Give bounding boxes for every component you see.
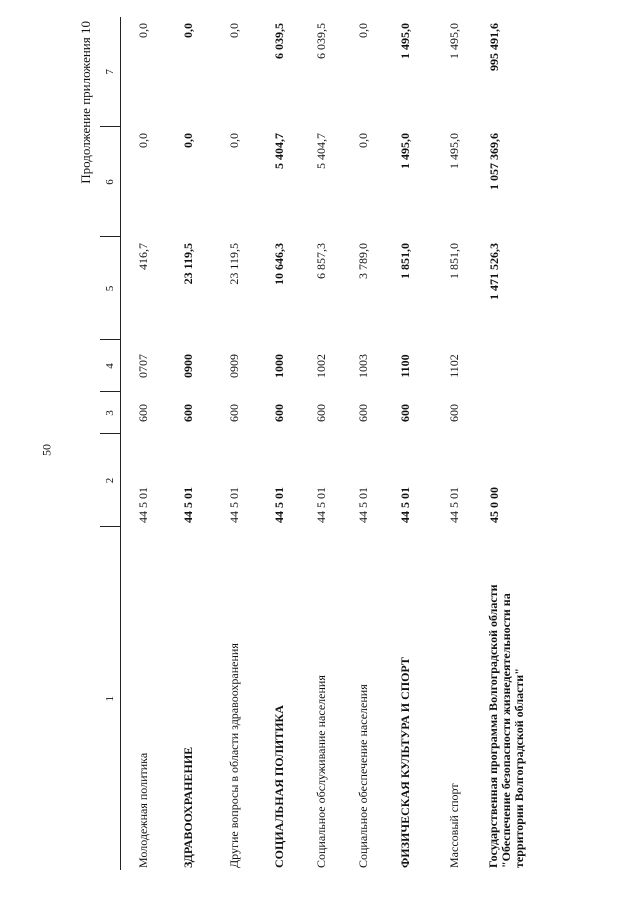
column-header: 1 xyxy=(100,527,121,870)
section-code-cell: 0707 xyxy=(135,354,150,378)
section-code-cell: 1000 xyxy=(272,354,286,378)
row-name-cell: ЗДРАВООХРАНЕНИЕ xyxy=(180,746,195,868)
section-code-cell xyxy=(483,340,577,392)
amount-col7-cell: 995 491,6 xyxy=(486,23,501,71)
table-row xyxy=(427,17,483,870)
amount-col5-cell: 6 857,3 xyxy=(314,243,328,279)
amount-col6-cell: 5 404,7 xyxy=(272,133,286,169)
amount-col5-cell: 1 471 526,3 xyxy=(486,243,501,300)
table-row xyxy=(385,17,427,870)
program-code-cell: 44 5 01 xyxy=(272,487,286,523)
row-name-cell: Массовый спорт xyxy=(447,783,461,868)
expense-type-cell: 600 xyxy=(227,404,241,422)
column-header: 7 xyxy=(100,17,121,127)
column-header: 6 xyxy=(100,127,121,237)
table-row xyxy=(211,17,259,870)
section-code-cell: 1002 xyxy=(314,354,328,378)
program-code-cell: 44 5 01 xyxy=(227,487,241,523)
table-row xyxy=(343,17,385,870)
amount-col7-cell: 1 495,0 xyxy=(398,23,412,59)
program-code-cell: 44 5 01 xyxy=(314,487,328,523)
amount-col7-cell: 6 039,5 xyxy=(272,23,286,59)
amount-col7-cell: 1 495,0 xyxy=(447,23,461,59)
amount-col6-cell: 0,0 xyxy=(135,133,150,148)
continuation-caption: Продолжение приложения 10 xyxy=(78,21,93,184)
amount-col5-cell: 1 851,0 xyxy=(398,243,412,279)
section-code-cell: 1100 xyxy=(398,354,412,378)
page-number: 50 xyxy=(39,444,54,456)
amount-col7-cell: 0,0 xyxy=(356,23,370,38)
expense-type-cell xyxy=(483,392,577,434)
program-code-cell: 44 5 01 xyxy=(135,487,150,523)
amount-col7-cell: 0,0 xyxy=(227,23,241,38)
amount-col6-cell: 1 495,0 xyxy=(447,133,461,169)
program-code-cell: 44 5 01 xyxy=(180,487,195,523)
row-name-cell: ФИЗИЧЕСКАЯ КУЛЬТУРА И СПОРТ xyxy=(398,657,412,868)
program-code-cell: 44 5 01 xyxy=(398,487,412,523)
row-name-cell: СОЦИАЛЬНАЯ ПОЛИТИКА xyxy=(272,705,286,868)
table-row xyxy=(166,17,211,870)
table-row xyxy=(121,17,166,870)
column-header: 5 xyxy=(100,237,121,340)
program-code-cell: 44 5 01 xyxy=(447,487,461,523)
amount-col7-cell: 6 039,5 xyxy=(314,23,328,59)
row-name-cell: Социальное обслуживание населения xyxy=(314,675,328,868)
amount-col5-cell: 416,7 xyxy=(135,243,150,270)
amount-col7-cell: 0,0 xyxy=(180,23,195,38)
column-header: 2 xyxy=(100,434,121,527)
row-name-cell: Социальное обеспечение населения xyxy=(356,684,370,868)
expense-type-cell: 600 xyxy=(447,404,461,422)
row-name-cell: Государственная программа Волгоградской области "Обеспечение безопасности жизнедеятельности на территории Волгоградской области" xyxy=(485,584,526,868)
section-code-cell: 0909 xyxy=(227,354,241,378)
expense-type-cell: 600 xyxy=(135,404,150,422)
program-code-cell: 44 5 01 xyxy=(356,487,370,523)
table-row xyxy=(259,17,301,870)
expense-type-cell: 600 xyxy=(314,404,328,422)
table-row xyxy=(483,17,577,870)
budget-table xyxy=(100,17,577,870)
amount-col5-cell: 3 789,0 xyxy=(356,243,370,279)
expense-type-cell: 600 xyxy=(398,404,412,422)
expense-type-cell: 600 xyxy=(356,404,370,422)
row-name-cell: Молодежная политика xyxy=(135,752,150,868)
section-code-cell: 0900 xyxy=(180,354,195,378)
table-row xyxy=(301,17,343,870)
row-name-cell: Другие вопросы в области здравоохранения xyxy=(227,643,241,868)
table-header-row xyxy=(100,17,121,870)
amount-col6-cell: 0,0 xyxy=(227,133,241,148)
expense-type-cell: 600 xyxy=(272,404,286,422)
section-code-cell: 1003 xyxy=(356,354,370,378)
amount-col6-cell: 0,0 xyxy=(356,133,370,148)
amount-col6-cell: 5 404,7 xyxy=(314,133,328,169)
amount-col6-cell: 1 495,0 xyxy=(398,133,412,169)
column-header: 4 xyxy=(100,340,121,392)
amount-col6-cell: 0,0 xyxy=(180,133,195,148)
column-header: 3 xyxy=(100,392,121,434)
expense-type-cell: 600 xyxy=(180,404,195,422)
amount-col5-cell: 23 119,5 xyxy=(180,243,195,285)
amount-col5-cell: 1 851,0 xyxy=(447,243,461,279)
amount-col7-cell: 0,0 xyxy=(135,23,150,38)
amount-col6-cell: 1 057 369,6 xyxy=(486,133,501,190)
amount-col5-cell: 10 646,3 xyxy=(272,243,286,285)
program-code-cell: 45 0 00 xyxy=(486,487,501,523)
amount-col5-cell: 23 119,5 xyxy=(227,243,241,285)
rotated-page-content xyxy=(80,17,600,870)
section-code-cell: 1102 xyxy=(447,354,461,378)
